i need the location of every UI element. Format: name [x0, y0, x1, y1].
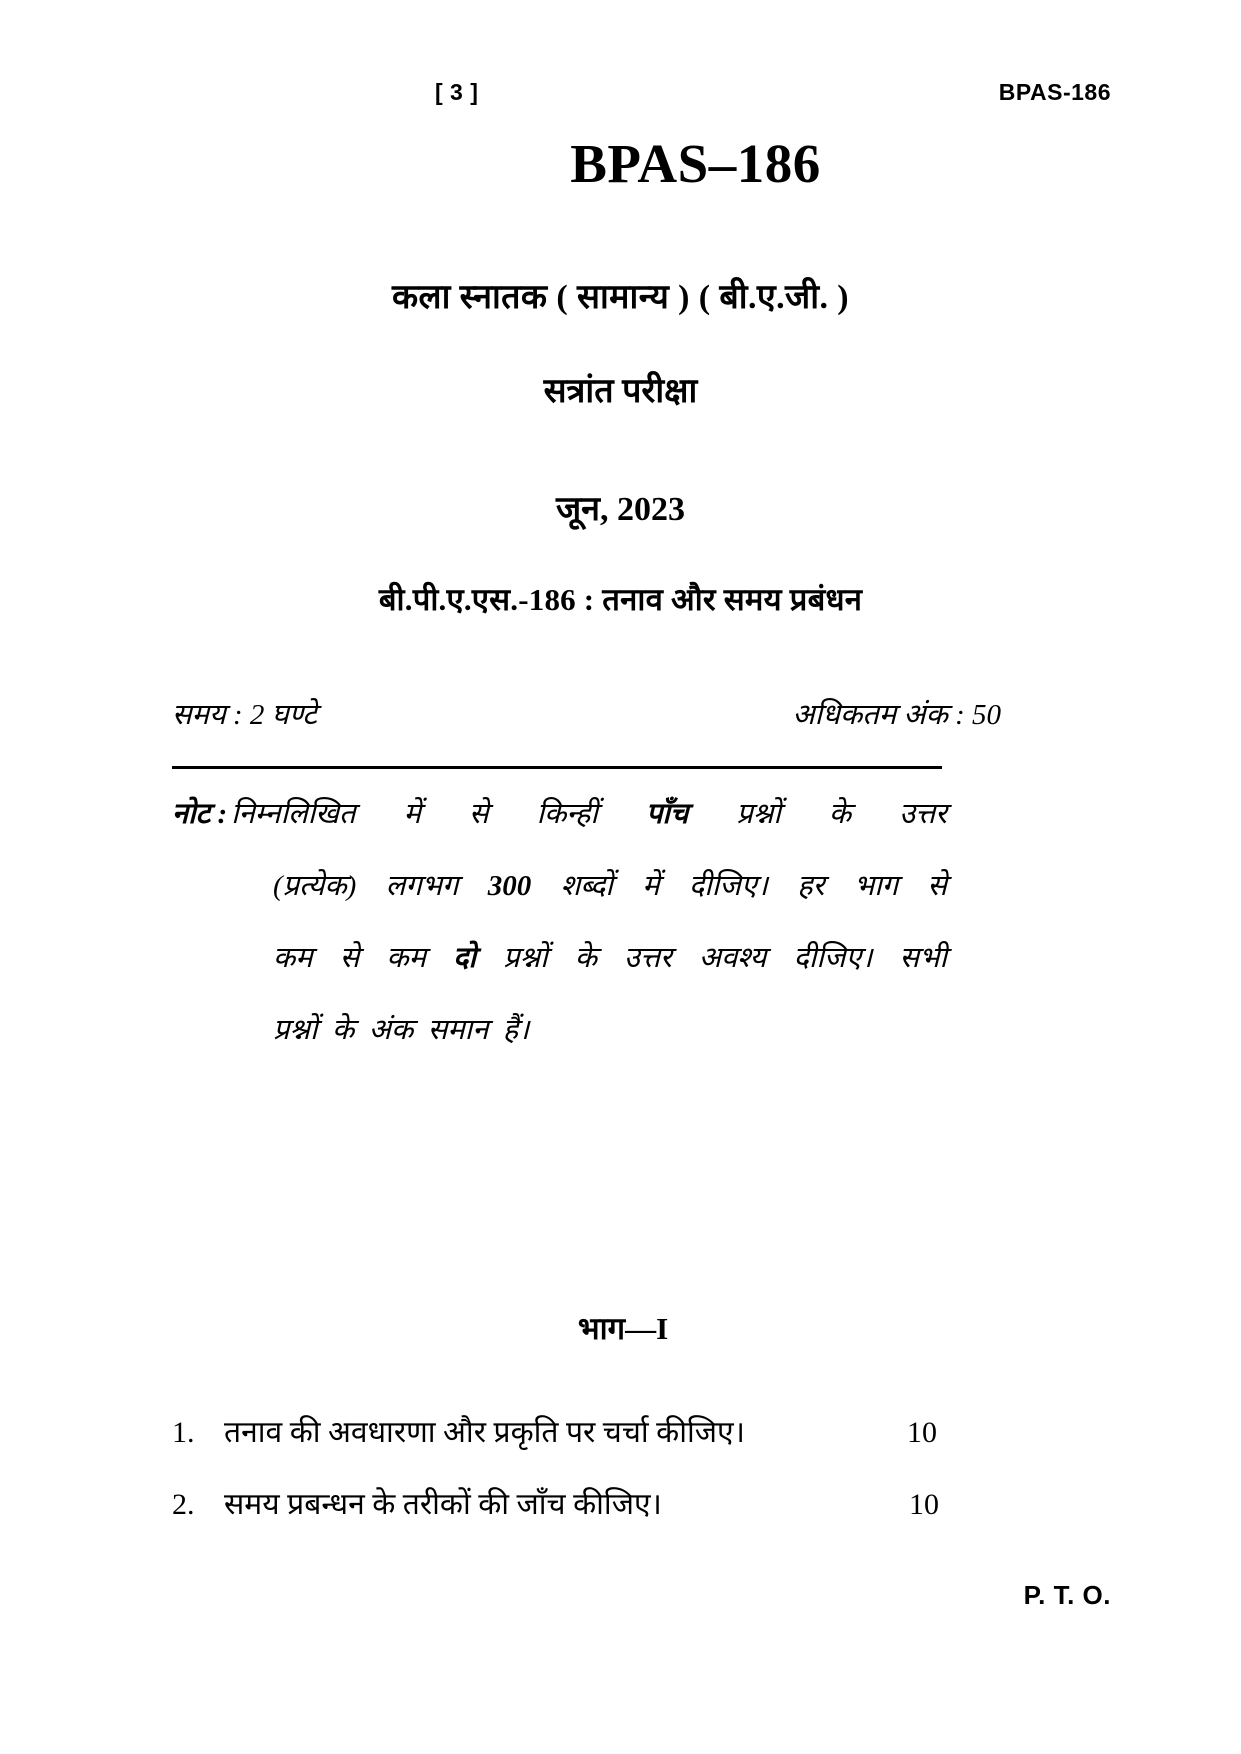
note-word-space	[318, 1016, 333, 1045]
course-title: बी.पी.ए.एस.-186 : तनाव और समय प्रबंधन	[378, 582, 863, 617]
note-word: अवश्य	[698, 942, 767, 974]
note-word: उत्तर	[899, 798, 947, 830]
exam-duration: समय : 2 घण्टे	[172, 699, 317, 731]
note-word: अंक	[368, 1014, 414, 1046]
note-line-4	[172, 1016, 947, 1088]
note-word-space	[354, 1016, 369, 1045]
note-word: शब्दों	[560, 870, 613, 902]
note-word: से	[339, 942, 360, 974]
note-word: के	[332, 1014, 355, 1046]
note-word: दीजिए।	[688, 870, 768, 902]
note-word: समान	[427, 1014, 489, 1046]
note-word: में	[642, 870, 660, 902]
question-number: 1.	[172, 1416, 195, 1449]
note-line-2-body	[273, 872, 947, 901]
question-marks: 10	[909, 1488, 939, 1521]
page-turn-over-footer: P. T. O.	[1023, 1580, 1111, 1610]
note-word: (प्रत्येक)	[273, 870, 357, 902]
note-word: सभी	[899, 942, 947, 974]
header-divider-rule	[172, 766, 942, 769]
note-word: कम	[273, 942, 313, 974]
programme-title: कला स्नातक ( सामान्य ) ( बी.ए.जी. )	[392, 279, 849, 316]
note-line-4-body	[273, 1016, 947, 1045]
header-paper-code: BPAS-186	[998, 78, 1111, 105]
note-word: लगभग	[385, 870, 459, 902]
note-line-2	[172, 872, 947, 944]
instructions-note	[172, 800, 947, 1088]
paper-code-title: BPAS–186	[570, 133, 821, 194]
note-word: हैं।	[502, 1014, 530, 1046]
note-line-1	[172, 800, 947, 872]
note-word: से	[468, 798, 489, 830]
note-word: निम्नलिखित	[231, 798, 356, 830]
note-word: में	[403, 798, 421, 830]
page-number: [ 3 ]	[435, 78, 479, 105]
note-word-emphasis: पाँच	[645, 798, 689, 830]
question-text: समय प्रबन्धन के तरीकों की जाँच कीजिए।	[224, 1488, 662, 1521]
question-marks: 10	[907, 1416, 937, 1449]
note-word: से	[927, 870, 947, 902]
note-word-space	[413, 1016, 428, 1045]
question-number: 2.	[172, 1488, 195, 1521]
note-word: किन्हीं	[536, 798, 598, 830]
note-word: प्रश्नों	[736, 798, 781, 830]
note-word: प्रश्नों	[273, 1014, 318, 1046]
note-word-space	[488, 1016, 503, 1045]
note-word-emphasis: 300	[487, 870, 532, 902]
running-header	[170, 72, 1111, 112]
question-text: तनाव की अवधारणा और प्रकृति पर चर्चा कीजिए।	[224, 1416, 745, 1449]
section-heading-part-1: भाग—I	[577, 1311, 669, 1346]
note-word: उत्तर	[624, 942, 672, 974]
note-word: के	[828, 798, 852, 830]
note-word: प्रश्नों	[503, 942, 548, 974]
note-label: नोट :	[172, 798, 228, 830]
exam-name: सत्रांत परीक्षा	[543, 373, 698, 410]
note-line-1-body	[231, 800, 947, 829]
note-word: हर	[797, 870, 825, 902]
note-word: भाग	[853, 870, 899, 902]
maximum-marks: अधिकतम अंक : 50	[792, 699, 1001, 731]
question-list	[172, 1410, 947, 1554]
note-word-emphasis: दो	[453, 942, 477, 974]
note-word: दीजिए।	[793, 942, 873, 974]
note-line-3-body	[273, 944, 947, 973]
exam-meta-row	[172, 694, 1111, 733]
note-word: के	[574, 942, 597, 974]
question-row	[172, 1410, 947, 1482]
exam-session: जून, 2023	[555, 491, 686, 528]
note-line-3	[172, 944, 947, 1016]
question-row	[172, 1482, 947, 1554]
note-word: कम	[386, 942, 427, 974]
